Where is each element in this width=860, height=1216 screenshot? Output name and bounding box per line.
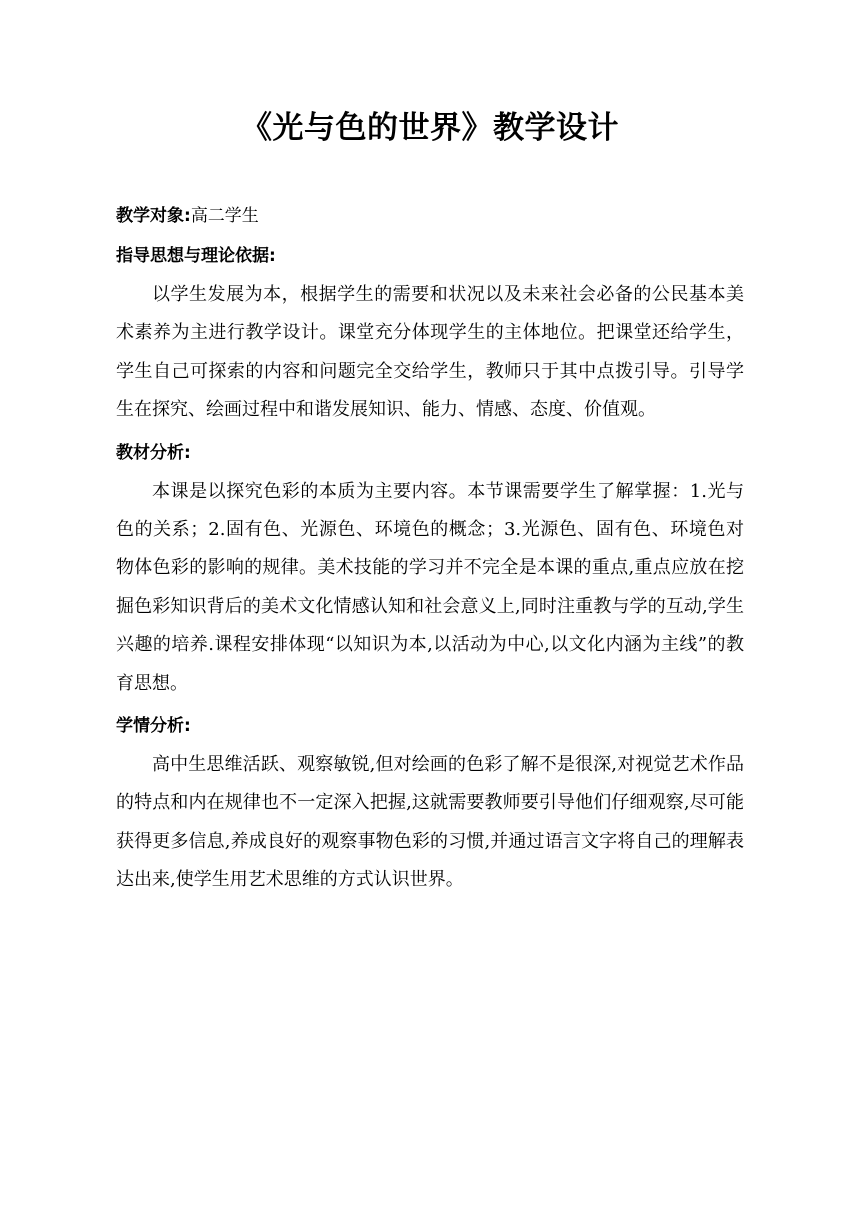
teaching-target-label: 教学对象: [116, 206, 191, 226]
teaching-target-line [116, 196, 744, 236]
section-body-guiding-ideas: 以学生发展为本，根据学生的需要和状况以及未来社会必备的公民基本美术素养为主进行教学设计。课堂充分体现学生的主体地位。把课堂还给学生，学生自己可探索的内容和问题完全交给学生，教师只于其中点拨引导。引导学生在探究、绘画过程中和谐发展知识、能力、情感、态度、价值观。 [116, 284, 744, 421]
document-title: 《光与色的世界》教学设计 [241, 110, 619, 146]
section-body-material-analysis: 本课是以探究色彩的本质为主要内容。本节课需要学生了解掌握：1.光与色的关系；2.固有色、光源色、环境色的概念；3.光源色、固有色、环境色对物体色彩的影响的规律。美术技能的学习并不完全是本课的重点,重点应放在挖掘色彩知识背后的美术文化情感认知和社会意义上,同时注重教与学的互动,学生兴趣的培养.课程安排体现“以知识为本,以活动为中心,以文化内涵为主线”的教育思想。 [116, 480, 744, 694]
section-body-student-analysis: 高中生思维活跃、观察敏锐,但对绘画的色彩了解不是很深,对视觉艺术作品的特点和内在规律也不一定深入把握,这就需要教师要引导他们仔细观察,尽可能获得更多信息,养成良好的观察事物色彩的习惯,并通过语言文字将自己的理解表达出来,使学生用艺术思维的方式认识世界。 [116, 754, 744, 891]
section-heading-guiding-ideas: 指导思想与理论依据: [116, 246, 276, 266]
teaching-target-value: 高二学生 [190, 206, 259, 226]
section-heading-student-analysis: 学情分析: [116, 716, 191, 737]
section-heading-material-analysis: 教材分析: [116, 442, 191, 463]
document-body [116, 196, 744, 900]
